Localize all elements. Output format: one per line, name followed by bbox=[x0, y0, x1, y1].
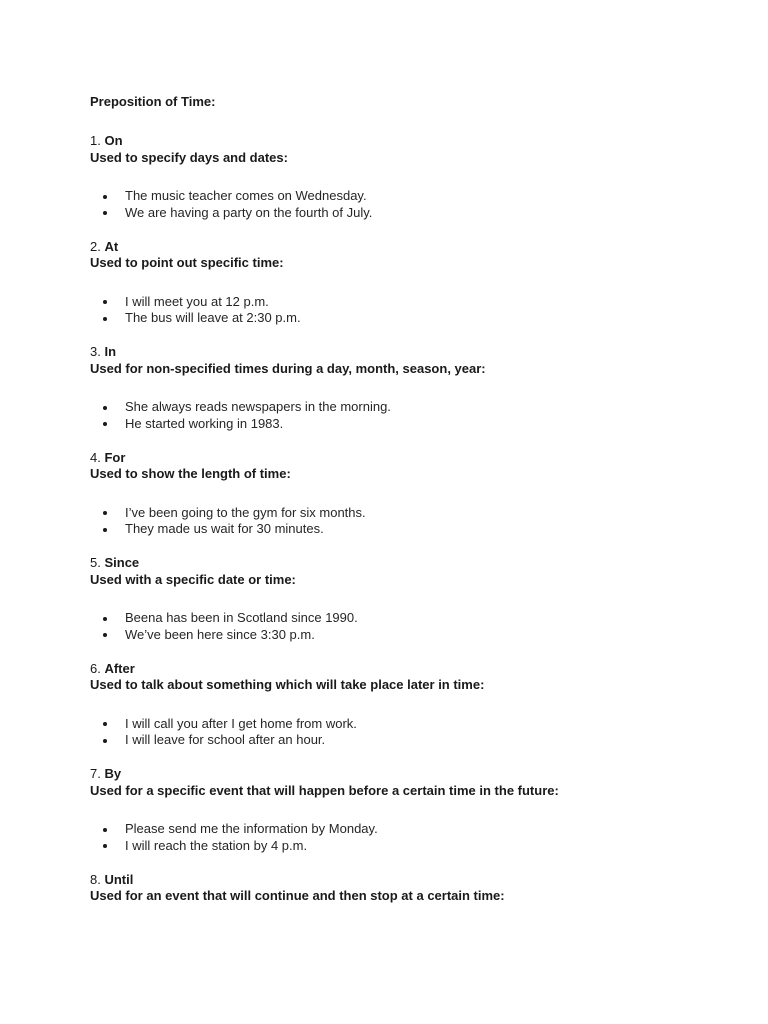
section-until bbox=[90, 872, 730, 905]
section-in bbox=[90, 344, 730, 432]
list-item bbox=[90, 610, 730, 627]
list-item bbox=[90, 310, 730, 327]
section-number: 6. bbox=[90, 660, 101, 676]
section-since bbox=[90, 555, 730, 643]
example-text: He started working in 1983. bbox=[125, 415, 284, 431]
section-heading bbox=[90, 766, 730, 783]
example-text: I will call you after I get home from work. bbox=[125, 715, 357, 731]
list-item bbox=[90, 416, 730, 433]
section-heading bbox=[90, 872, 730, 889]
section-heading bbox=[90, 344, 730, 361]
section-description: Used for non-specified times during a day, month, season, year: bbox=[90, 360, 486, 376]
section-word: Until bbox=[104, 871, 134, 887]
example-text: I will meet you at 12 p.m. bbox=[125, 293, 269, 309]
section-word: Since bbox=[104, 555, 140, 570]
list-item bbox=[90, 838, 730, 855]
example-text: The bus will leave at 2:30 p.m. bbox=[125, 310, 301, 325]
bullet-icon bbox=[103, 211, 107, 215]
section-number: 4. bbox=[90, 449, 101, 465]
example-list bbox=[90, 294, 730, 327]
example-list bbox=[90, 188, 730, 221]
example-text: She always reads newspapers in the morning. bbox=[125, 399, 391, 414]
section-description: Used for an event that will continue and then stop at a certain time: bbox=[90, 888, 505, 903]
example-list bbox=[90, 716, 730, 749]
bullet-icon bbox=[103, 317, 107, 321]
bullet-icon bbox=[103, 633, 107, 637]
list-item bbox=[90, 521, 730, 538]
list-item bbox=[90, 505, 730, 522]
section-number: 8. bbox=[90, 871, 101, 887]
list-item bbox=[90, 205, 730, 222]
example-text: We’ve been here since 3:30 p.m. bbox=[125, 626, 315, 642]
example-text: I will leave for school after an hour. bbox=[125, 732, 326, 747]
example-list bbox=[90, 505, 730, 538]
example-list bbox=[90, 821, 730, 854]
list-item bbox=[90, 627, 730, 644]
section-number: 1. bbox=[90, 133, 101, 148]
bullet-icon bbox=[103, 528, 107, 532]
section-word: At bbox=[104, 238, 119, 254]
list-item bbox=[90, 716, 730, 733]
list-item bbox=[90, 732, 730, 749]
bullet-icon bbox=[103, 844, 107, 848]
list-item bbox=[90, 294, 730, 311]
example-text: Please send me the information by Monday. bbox=[125, 821, 378, 836]
section-heading bbox=[90, 450, 730, 467]
bullet-icon bbox=[103, 722, 107, 726]
section-by bbox=[90, 766, 730, 854]
section-heading bbox=[90, 239, 730, 256]
example-list bbox=[90, 610, 730, 643]
example-text: I’ve been going to the gym for six months. bbox=[125, 504, 366, 520]
example-text: The music teacher comes on Wednesday. bbox=[125, 188, 367, 203]
example-list bbox=[90, 399, 730, 432]
section-description: Used for a specific event that will happen before a certain time in the future: bbox=[90, 782, 559, 798]
section-word: For bbox=[104, 449, 126, 465]
example-text: Beena has been in Scotland since 1990. bbox=[125, 610, 358, 625]
section-word: By bbox=[104, 766, 122, 781]
section-on bbox=[90, 133, 730, 221]
section-for bbox=[90, 450, 730, 538]
bullet-icon bbox=[103, 828, 107, 832]
section-word: After bbox=[104, 660, 135, 676]
section-description: Used to specify days and dates: bbox=[90, 149, 288, 165]
document-page bbox=[90, 93, 730, 905]
bullet-icon bbox=[103, 739, 107, 743]
section-description: Used to talk about something which will take place later in time: bbox=[90, 677, 485, 692]
list-item bbox=[90, 821, 730, 838]
section-number: 5. bbox=[90, 555, 101, 570]
section-heading bbox=[90, 133, 730, 150]
bullet-icon bbox=[103, 406, 107, 410]
example-text: They made us wait for 30 minutes. bbox=[125, 521, 324, 536]
section-after bbox=[90, 661, 730, 749]
section-heading bbox=[90, 661, 730, 678]
section-description: Used to point out specific time: bbox=[90, 255, 284, 270]
bullet-icon bbox=[103, 422, 107, 426]
list-item bbox=[90, 399, 730, 416]
bullet-icon bbox=[103, 511, 107, 515]
section-at bbox=[90, 239, 730, 327]
list-item bbox=[90, 188, 730, 205]
example-text: I will reach the station by 4 p.m. bbox=[125, 837, 308, 853]
section-number: 7. bbox=[90, 766, 101, 781]
section-description: Used with a specific date or time: bbox=[90, 571, 296, 587]
section-number: 2. bbox=[90, 238, 101, 254]
section-number: 3. bbox=[90, 344, 101, 359]
section-description: Used to show the length of time: bbox=[90, 466, 291, 481]
example-text: We are having a party on the fourth of July. bbox=[125, 204, 373, 220]
section-word: In bbox=[104, 344, 117, 359]
bullet-icon bbox=[103, 300, 107, 304]
bullet-icon bbox=[103, 195, 107, 199]
bullet-icon bbox=[103, 617, 107, 621]
section-heading bbox=[90, 555, 730, 572]
section-word: On bbox=[104, 133, 123, 148]
document-title: Preposition of Time: bbox=[90, 94, 216, 109]
